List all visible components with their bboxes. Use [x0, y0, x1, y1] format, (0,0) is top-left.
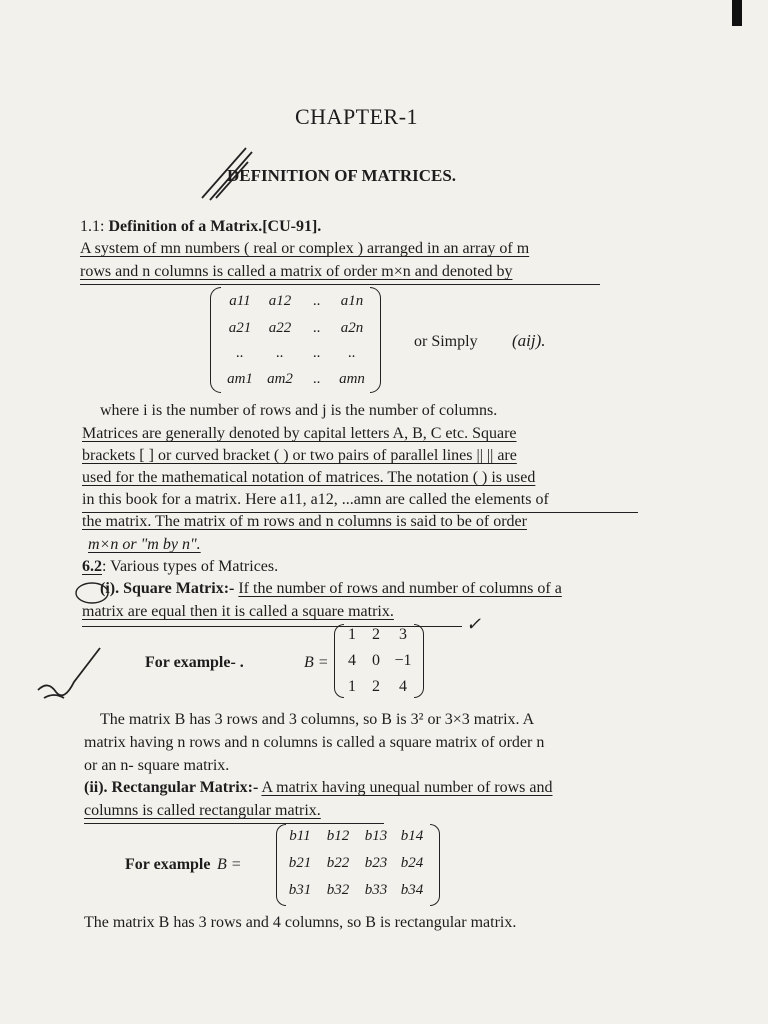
right-bracket: [370, 287, 381, 393]
matrix-cell: 4: [399, 678, 407, 695]
text-line: The matrix B has 3 rows and 3 columns, so B is 3² or 3×3 matrix. A: [100, 711, 535, 728]
section-heading: DEFINITION OF MATRICES.: [227, 166, 457, 185]
matrix-cell: am1: [227, 371, 253, 387]
matrix-cell: a11: [229, 293, 251, 309]
matrix-cell: ..: [236, 345, 244, 361]
example-label: For example: [125, 856, 211, 873]
matrix-cell: b33: [364, 882, 388, 898]
matrix-cell: a12: [268, 293, 292, 309]
matrix-cell: 1: [348, 626, 356, 643]
matrix-cell: a1n: [340, 293, 364, 309]
text-line: the matrix. The matrix of m rows and n columns is said to be of order: [82, 513, 527, 530]
matrix-cell: ..: [313, 371, 321, 387]
text-line: Matrices are generally denoted by capital letters A, B, C etc. Square: [82, 425, 517, 442]
text-line: matrix having n rows and n columns is called a square matrix of order n: [84, 734, 545, 751]
matrix-cell: b32: [326, 882, 350, 898]
text-line: where i is the number of rows and j is the number of columns.: [100, 402, 498, 419]
or-simply-text: or Simply: [414, 333, 478, 350]
matrix-cell: a22: [268, 320, 292, 336]
matrix-cell: ..: [276, 345, 284, 361]
matrix-cell: b14: [400, 828, 424, 844]
square-matrix: [334, 624, 426, 700]
matrix-cell: 2: [372, 678, 380, 695]
rectangular-matrix: [276, 824, 446, 908]
matrix-cell: ..: [313, 320, 321, 336]
subsection-number: 6.2: [82, 558, 102, 575]
definition-line: [100, 580, 562, 598]
text-line: in this book for a matrix. Here a11, a12, ...amn are called the elements of: [82, 491, 549, 508]
subsection-title: [80, 218, 321, 236]
matrix-cell: 2: [372, 626, 380, 643]
pen-underline: [80, 284, 600, 285]
subsection-title: [82, 558, 278, 576]
pen-check-mark: [34, 642, 104, 704]
matrix-cell: ..: [313, 345, 321, 361]
definition-text: A matrix having unequal number of rows and: [261, 779, 553, 796]
general-matrix: [210, 287, 385, 395]
matrix-cell: b34: [400, 882, 424, 898]
definition-label: (ii). Rectangular Matrix:-: [84, 779, 259, 796]
matrix-cell: b24: [400, 855, 424, 871]
matrix-cell: a2n: [340, 320, 364, 336]
text-line: or an n- square matrix.: [84, 757, 230, 774]
left-bracket: [210, 287, 221, 393]
right-bracket: [430, 824, 440, 906]
matrix-cell: b23: [364, 855, 388, 871]
subsection-number: 1.1:: [80, 218, 105, 235]
matrix-cell: 1: [348, 678, 356, 695]
text-line: The matrix B has 3 rows and 4 columns, so B is rectangular matrix.: [84, 914, 517, 931]
scan-edge-mark: [732, 0, 742, 26]
matrix-cell: b13: [364, 828, 388, 844]
matrix-cell: ..: [313, 293, 321, 309]
subsection-label: Definition of a Matrix.[CU-91].: [108, 218, 322, 235]
text-line: matrix are equal then it is called a square matrix.: [82, 603, 394, 620]
aij-notation: (aij).: [512, 331, 546, 350]
matrix-cell: amn: [339, 371, 365, 387]
matrix-cell: ..: [348, 345, 356, 361]
text-line: used for the mathematical notation of matrices. The notation ( ) is used: [82, 469, 536, 486]
chapter-title: CHAPTER-1: [295, 104, 419, 129]
definition-label: (i). Square Matrix:-: [100, 580, 235, 597]
matrix-cell: am2: [267, 371, 293, 387]
matrix-cell: −1: [394, 652, 412, 669]
matrix-cell: b21: [288, 855, 312, 871]
matrix-cell: b22: [326, 855, 350, 871]
text-line: A system of mn numbers ( real or complex ) arranged in an array of m: [80, 240, 530, 257]
definition-text: If the number of rows and number of columns of a: [238, 580, 562, 597]
matrix-name: B =: [217, 856, 242, 873]
matrix-cell: 4: [348, 652, 356, 669]
subsection-label: : Various types of Matrices.: [102, 558, 279, 575]
text-line: brackets [ ] or curved bracket ( ) or two pairs of parallel lines || || are: [82, 447, 517, 464]
text-line: rows and n columns is called a matrix of order m×n and denoted by: [80, 263, 513, 280]
matrix-cell: a21: [228, 320, 252, 336]
matrix-cell: 0: [372, 652, 380, 669]
text-line: m×n or "m by n".: [88, 536, 201, 553]
check-mark: ✓: [466, 614, 482, 634]
matrix-name: B =: [304, 654, 329, 671]
text-line: columns is called rectangular matrix.: [84, 802, 321, 819]
example-label: For example- .: [145, 654, 244, 671]
matrix-cell: b11: [289, 828, 311, 844]
matrix-cell: b12: [326, 828, 350, 844]
definition-line: [84, 779, 553, 797]
matrix-cell: 3: [399, 626, 407, 643]
matrix-cell: b31: [288, 882, 312, 898]
